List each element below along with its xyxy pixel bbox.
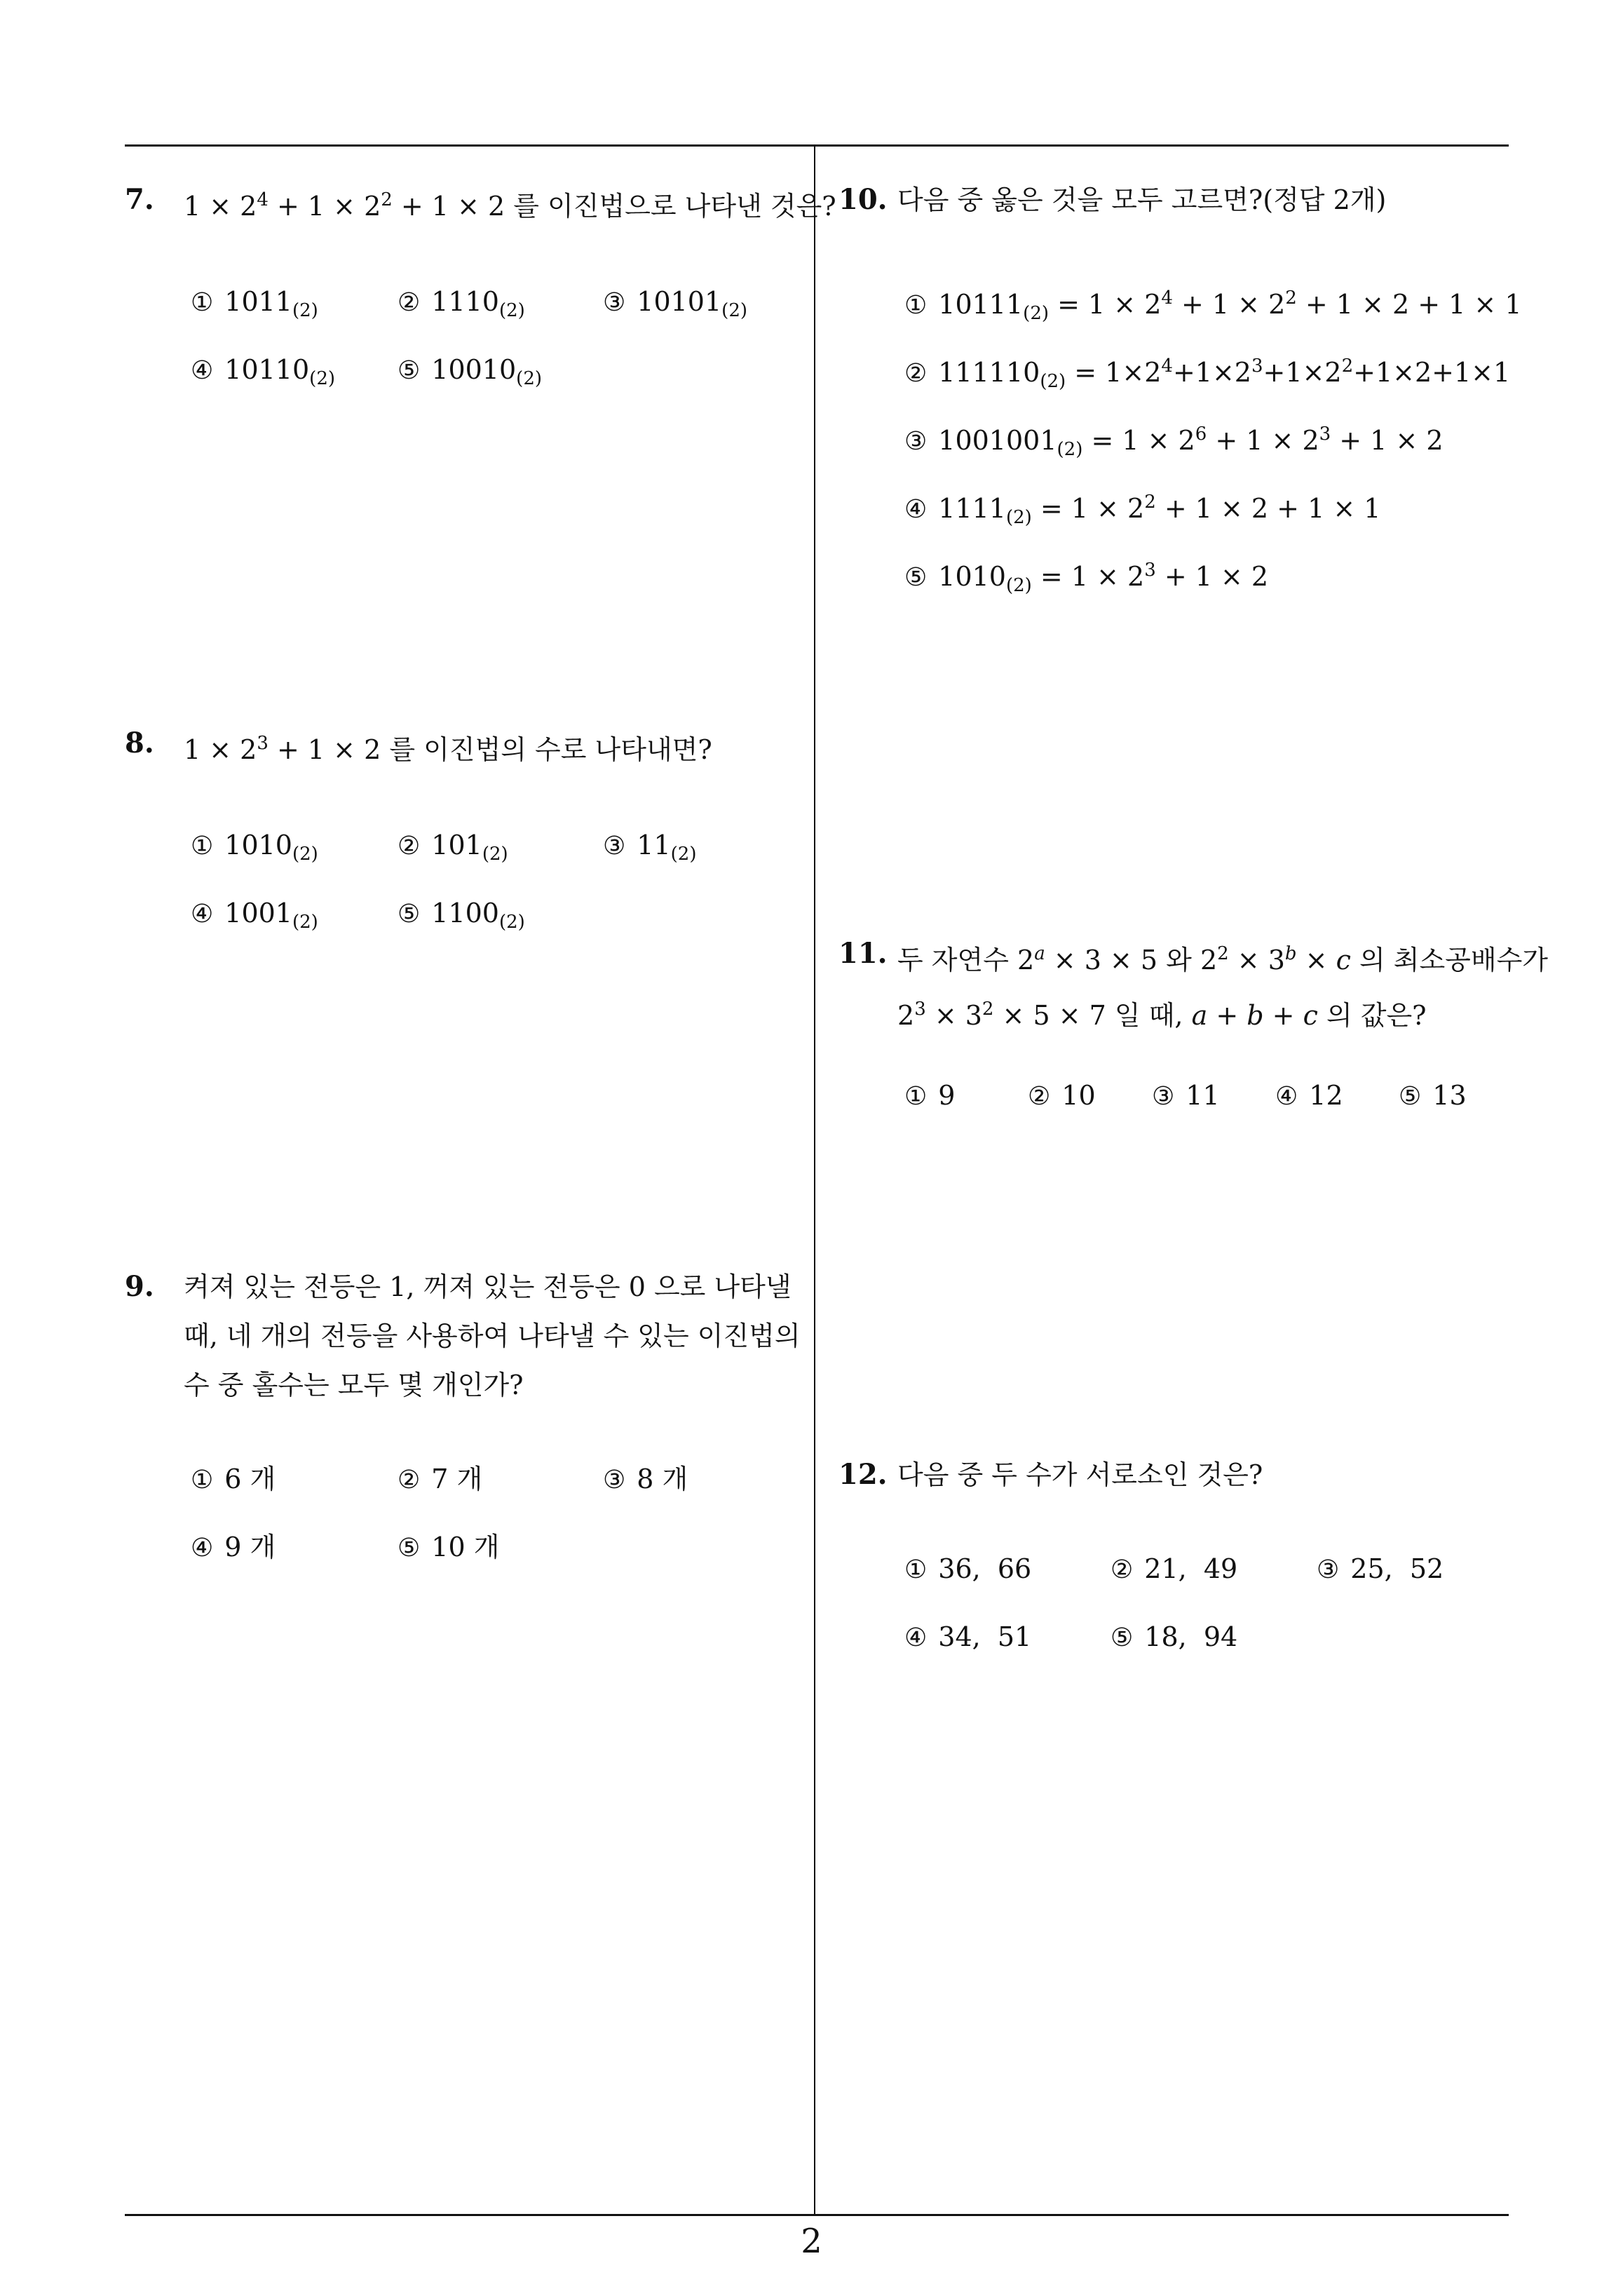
question-7 xyxy=(125,175,836,231)
option-1[interactable]: ① $10111_{(2)} = 1 \times 2^4 + 1 \times 2^2 + 1 \times 2 + 1 \times 1$ xyxy=(904,288,1522,324)
page-number: 2 xyxy=(801,2222,822,2261)
option-3[interactable]: ③ 25, 52 xyxy=(1317,1553,1444,1584)
question-number: 12. xyxy=(838,1458,888,1491)
question-10 xyxy=(838,175,1386,224)
option-4[interactable]: ④ 34, 51 xyxy=(904,1621,1032,1652)
question-number: 7. xyxy=(125,183,154,216)
option-2[interactable]: ② 7 개 xyxy=(398,1464,483,1494)
question-stem: 다음 중 옳은 것을 모두 고르면?(정답 2개) xyxy=(897,184,1387,215)
question-11 xyxy=(838,929,1548,1040)
option-4[interactable]: ④ $1001_{(2)}$ xyxy=(191,898,318,933)
question-stem: 켜져 있는 전등은 1, 꺼져 있는 전등은 0 으로 나타낼 때, 네 개의 전등을 사용하여 나타낼 수 있는 이진법의 수 중 홀수는 모두 몇 개인가? xyxy=(184,1271,801,1400)
question-stem: $1 \times 2^3 + 1 \times 2$ 를 이진법의 수로 나타내면? xyxy=(184,733,712,765)
question-number: 10. xyxy=(838,183,888,216)
question-number: 11. xyxy=(838,937,888,970)
option-2[interactable]: ② 21, 49 xyxy=(1111,1553,1238,1584)
option-3[interactable]: ③ $1001001_{(2)} = 1 \times 2^6 + 1 \times 2^3 + 1 \times 2$ xyxy=(904,424,1444,460)
option-1[interactable]: ① $1010_{(2)}$ xyxy=(191,830,318,865)
option-1[interactable]: ① 9 xyxy=(904,1080,956,1111)
bottom-rule xyxy=(125,2214,1509,2216)
option-4[interactable]: ④ $10110_{(2)}$ xyxy=(191,354,336,389)
option-5[interactable]: ⑤ $1010_{(2)} = 1 \times 2^3 + 1 \times 2$ xyxy=(904,560,1269,596)
option-5[interactable]: ⑤ 13 xyxy=(1399,1080,1467,1111)
option-1[interactable]: ① 6 개 xyxy=(191,1464,276,1494)
option-2[interactable]: ② $1110_{(2)}$ xyxy=(398,286,525,321)
question-stem: 두 자연수 $2^a \times 3 \times 5$ 와 $2^2 \times 3^b \times c$ 의 최소공배수가 $2^3 \times 3^2 \times 5 \times 7$ 일 때, a + b + c 의 값은? xyxy=(897,943,1548,1031)
question-stem: $1 \times 2^4 + 1 \times 2^2 + 1 \times 2$ 를 이진법으로 나타낸 것은? xyxy=(184,189,836,222)
option-3[interactable]: ③ 8 개 xyxy=(603,1464,688,1494)
question-9 xyxy=(125,1262,801,1410)
question-number: 9. xyxy=(125,1270,154,1303)
option-2[interactable]: ② $101_{(2)}$ xyxy=(398,830,508,865)
question-number: 8. xyxy=(125,727,154,759)
option-5[interactable]: ⑤ 10 개 xyxy=(398,1532,500,1562)
question-12 xyxy=(838,1450,1263,1499)
option-4[interactable]: ④ $1111_{(2)} = 1 \times 2^2 + 1 \times 2 + 1 \times 1$ xyxy=(904,492,1381,528)
option-3[interactable]: ③ $11_{(2)}$ xyxy=(603,830,697,865)
option-5[interactable]: ⑤ $1100_{(2)}$ xyxy=(398,898,525,933)
question-stem: 다음 중 두 수가 서로소인 것은? xyxy=(897,1459,1263,1490)
option-3[interactable]: ③ $10101_{(2)}$ xyxy=(603,286,748,321)
option-1[interactable]: ① 36, 66 xyxy=(904,1553,1032,1584)
top-rule xyxy=(125,144,1509,147)
question-8 xyxy=(125,719,712,774)
option-4[interactable]: ④ 9 개 xyxy=(191,1532,276,1562)
option-2[interactable]: ② $111110_{(2)} = 1\times 2^4+1\times 2^3+1\times 2^2+1\times 2+1\times 1$ xyxy=(904,356,1511,392)
option-3[interactable]: ③ 11 xyxy=(1152,1080,1220,1111)
option-5[interactable]: ⑤ 18, 94 xyxy=(1111,1621,1238,1652)
column-divider xyxy=(814,146,815,2215)
option-4[interactable]: ④ 12 xyxy=(1275,1080,1343,1111)
option-1[interactable]: ① $1011_{(2)}$ xyxy=(191,286,318,321)
option-2[interactable]: ② 10 xyxy=(1028,1080,1096,1111)
option-5[interactable]: ⑤ $10010_{(2)}$ xyxy=(398,354,543,389)
